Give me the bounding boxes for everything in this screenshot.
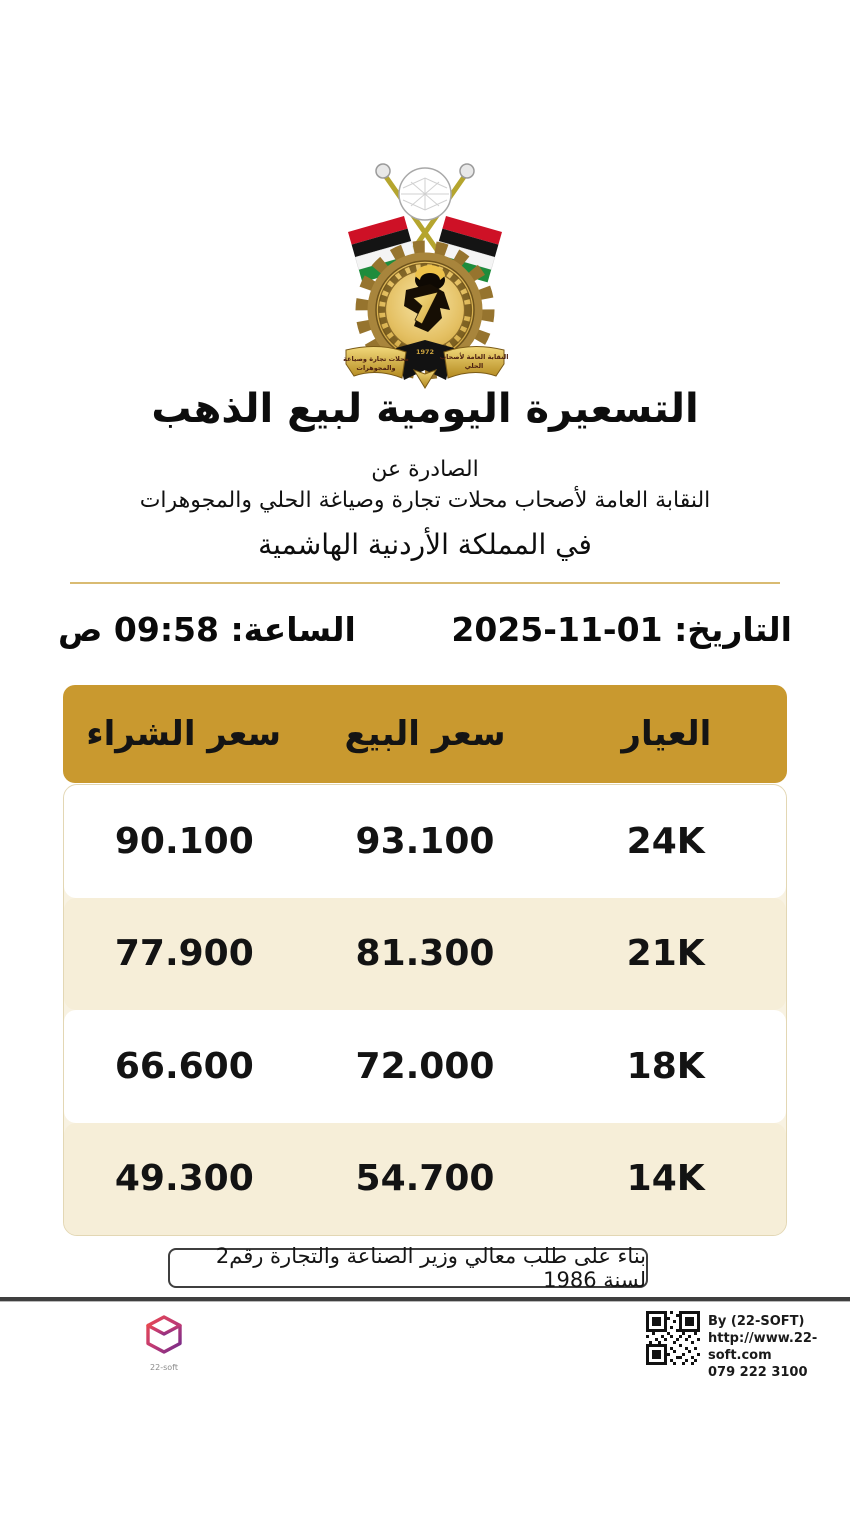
syndicate-emblem-icon <box>318 158 532 394</box>
karat-cell: 18K <box>626 1045 705 1087</box>
time-label: الساعة: <box>230 610 356 649</box>
header-karat: العيار <box>621 714 712 754</box>
table-row <box>64 785 786 898</box>
country-line: في المملكة الأردنية الهاشمية <box>258 528 592 561</box>
table-row <box>64 1123 786 1236</box>
date-label: التاريخ: <box>674 610 792 649</box>
header-sell-price: سعر البيع <box>344 714 506 754</box>
vendor-website: http://www.22-soft.com <box>708 1331 818 1363</box>
legal-note: بناء على طلب معالي وزير الصناعة والتجارة رقم2 لسنة 1986 <box>168 1248 648 1288</box>
buy-price-cell: 66.600 <box>114 1045 254 1087</box>
page-title: التسعيرة اليومية لبيع الذهب <box>151 386 699 432</box>
ribbon-right-text-1: النقابة العامة لأصحاب <box>439 353 509 361</box>
karat-cell: 14K <box>626 1158 705 1200</box>
vendor-by-line: By (22-SOFT) <box>708 1314 805 1329</box>
price-table-body <box>63 784 787 1236</box>
buy-price-cell: 77.900 <box>114 933 254 975</box>
karat-cell: 24K <box>626 820 705 862</box>
sell-price-cell: 81.300 <box>355 933 495 975</box>
ribbon-right-text-2: الحلي <box>464 362 484 370</box>
buy-price-cell: 49.300 <box>114 1158 254 1200</box>
sell-price-cell: 54.700 <box>355 1158 495 1200</box>
issued-by-line: الصادرة عن <box>371 457 479 482</box>
software-vendor-logo <box>138 1312 190 1372</box>
ribbon-left-text-2: والمجوهرات <box>356 364 396 372</box>
emblem-year: 1972 <box>415 348 435 356</box>
vendor-contact-block <box>708 1313 848 1381</box>
gold-divider <box>70 582 780 584</box>
diamond-gem-icon <box>399 168 451 220</box>
bottom-divider <box>0 1297 850 1302</box>
price-table-header <box>63 685 787 783</box>
time-group <box>58 610 356 649</box>
datetime-row <box>0 610 850 649</box>
vendor-logo-caption: 22-soft <box>150 1363 178 1372</box>
organization-line: النقابة العامة لأصحاب محلات تجارة وصياغة الحلي والمجوهرات <box>139 488 711 513</box>
table-row <box>64 898 786 1011</box>
sell-price-cell: 93.100 <box>355 820 495 862</box>
qr-code-icon <box>645 1310 701 1366</box>
table-row <box>64 1010 786 1123</box>
vendor-phone: 079 222 3100 <box>708 1365 808 1380</box>
time-value: 09:58 ص <box>58 610 219 649</box>
buy-price-cell: 90.100 <box>114 820 254 862</box>
karat-cell: 21K <box>626 933 705 975</box>
sell-price-cell: 72.000 <box>355 1045 495 1087</box>
cube-logo-icon <box>142 1312 186 1358</box>
header-buy-price: سعر الشراء <box>86 714 282 754</box>
ribbon-left-text-1: محلات تجارة وصياغة <box>343 355 409 363</box>
date-group <box>451 610 792 649</box>
date-value: 01-11-2025 <box>451 610 663 649</box>
